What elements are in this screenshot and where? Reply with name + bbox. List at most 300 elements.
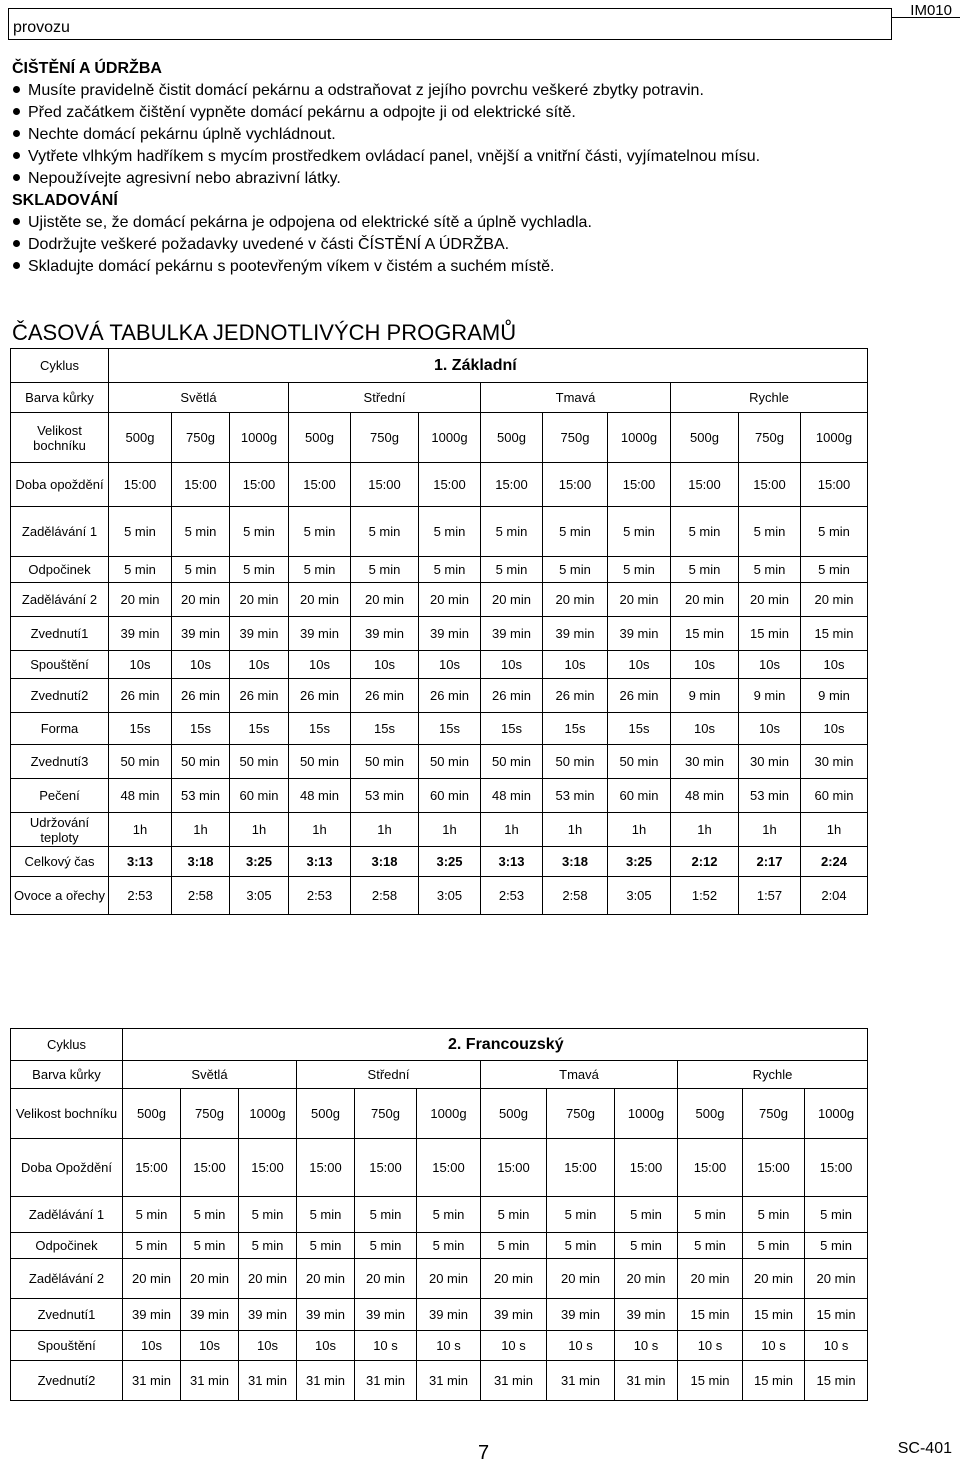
table-cell: 3:25 bbox=[230, 847, 289, 877]
table-cell: 48 min bbox=[289, 779, 351, 813]
table-cell: 53 min bbox=[351, 779, 419, 813]
table-cell: 39 min bbox=[230, 617, 289, 651]
table-cell: 5 min bbox=[481, 1197, 547, 1233]
table-row bbox=[11, 413, 868, 463]
table-cell: 10s bbox=[123, 1331, 181, 1361]
table-cell: 10 s bbox=[743, 1331, 805, 1361]
table-cell: 15s bbox=[351, 713, 419, 745]
table-cell: 26 min bbox=[481, 679, 543, 713]
table-cell: 5 min bbox=[181, 1233, 239, 1259]
table-cell: 31 min bbox=[239, 1361, 297, 1401]
table-cell: 15:00 bbox=[109, 463, 172, 507]
table-cell: 15:00 bbox=[289, 463, 351, 507]
table-cell: 15:00 bbox=[671, 463, 739, 507]
row-label: Zvednutí3 bbox=[11, 745, 109, 779]
table-row bbox=[11, 1233, 868, 1259]
table-cell: 3:05 bbox=[419, 877, 481, 915]
bullet-icon bbox=[13, 174, 20, 181]
row-label: Forma bbox=[11, 713, 109, 745]
bullet-icon bbox=[13, 262, 20, 269]
table-row bbox=[11, 1361, 868, 1401]
table-row bbox=[11, 1299, 868, 1331]
table-cell: 5 min bbox=[297, 1197, 355, 1233]
table-cell: 500g bbox=[289, 413, 351, 463]
table-cell: 31 min bbox=[417, 1361, 481, 1401]
table-cell: 10s bbox=[289, 651, 351, 679]
table-cell: 5 min bbox=[172, 507, 230, 557]
table-cell: 20 min bbox=[671, 583, 739, 617]
table-cell: 5 min bbox=[678, 1233, 743, 1259]
table-cell: 10s bbox=[671, 651, 739, 679]
table-cell: 1h bbox=[351, 813, 419, 847]
table-cell: 1h bbox=[289, 813, 351, 847]
table-cell: 1h bbox=[419, 813, 481, 847]
table-cell: 39 min bbox=[481, 1299, 547, 1331]
crust-header: Světlá bbox=[123, 1061, 297, 1089]
table-cell: 5 min bbox=[239, 1233, 297, 1259]
table-cell: 15:00 bbox=[801, 463, 868, 507]
table-cell: 10s bbox=[419, 651, 481, 679]
table-cell: 5 min bbox=[109, 507, 172, 557]
table-cell: 39 min bbox=[608, 617, 671, 651]
table-cell: 3:13 bbox=[109, 847, 172, 877]
table-cell: 60 min bbox=[608, 779, 671, 813]
table-cell: 60 min bbox=[230, 779, 289, 813]
table-cell: 1000g bbox=[419, 413, 481, 463]
table-cell: 20 min bbox=[481, 1259, 547, 1299]
table-cell: 3:18 bbox=[172, 847, 230, 877]
table-cell: 10 s bbox=[547, 1331, 615, 1361]
table-cell: 5 min bbox=[123, 1197, 181, 1233]
table-cell: 5 min bbox=[615, 1197, 678, 1233]
table-cell: 31 min bbox=[481, 1361, 547, 1401]
table-cell: 60 min bbox=[419, 779, 481, 813]
table-cell: 50 min bbox=[172, 745, 230, 779]
table-cell: 2:17 bbox=[739, 847, 801, 877]
cleaning-item: Nechte domácí pekárnu úplně vychládnout. bbox=[12, 126, 336, 144]
table-cell: 50 min bbox=[351, 745, 419, 779]
table-cell: 5 min bbox=[351, 557, 419, 583]
table-cell: 15:00 bbox=[615, 1139, 678, 1197]
table-cell: 9 min bbox=[671, 679, 739, 713]
table-cell: 10 s bbox=[615, 1331, 678, 1361]
table-cell: 39 min bbox=[419, 617, 481, 651]
table-cell: 15:00 bbox=[239, 1139, 297, 1197]
table-cell: 10 s bbox=[678, 1331, 743, 1361]
table-cell: 15 min bbox=[739, 617, 801, 651]
table-row bbox=[11, 651, 868, 679]
table-cell: 750g bbox=[351, 413, 419, 463]
table-cell: 5 min bbox=[805, 1233, 868, 1259]
row-label: Zadělávání 1 bbox=[11, 507, 109, 557]
table-cell: 15:00 bbox=[419, 463, 481, 507]
table-cell: 20 min bbox=[419, 583, 481, 617]
table-cell: 10s bbox=[181, 1331, 239, 1361]
crust-header: Rychle bbox=[678, 1061, 868, 1089]
bullet-icon bbox=[13, 86, 20, 93]
crust-label: Barva kůrky bbox=[11, 383, 109, 413]
table-cell: 39 min bbox=[417, 1299, 481, 1331]
table-cell: 500g bbox=[678, 1089, 743, 1139]
table-cell: 15:00 bbox=[547, 1139, 615, 1197]
table-cell: 20 min bbox=[743, 1259, 805, 1299]
table-cell: 5 min bbox=[608, 507, 671, 557]
row-label: Zadělávání 2 bbox=[11, 583, 109, 617]
table-cell: 5 min bbox=[615, 1233, 678, 1259]
table-cell: 15s bbox=[172, 713, 230, 745]
table-cell: 10s bbox=[608, 651, 671, 679]
table-cell: 5 min bbox=[671, 557, 739, 583]
table-cell: 10s bbox=[739, 651, 801, 679]
table-cell: 5 min bbox=[419, 507, 481, 557]
row-label: Velikost bochníku bbox=[11, 413, 109, 463]
cycle-row bbox=[11, 1029, 868, 1061]
table-cell: 15:00 bbox=[743, 1139, 805, 1197]
table-cell: 9 min bbox=[801, 679, 868, 713]
table-cell: 1000g bbox=[615, 1089, 678, 1139]
table-cell: 50 min bbox=[230, 745, 289, 779]
table-cell: 750g bbox=[172, 413, 230, 463]
table-cell: 15s bbox=[230, 713, 289, 745]
table-cell: 39 min bbox=[297, 1299, 355, 1331]
table-cell: 50 min bbox=[481, 745, 543, 779]
table-row bbox=[11, 557, 868, 583]
table-cell: 750g bbox=[181, 1089, 239, 1139]
table-cell: 1h bbox=[739, 813, 801, 847]
table-cell: 1000g bbox=[608, 413, 671, 463]
table-cell: 53 min bbox=[739, 779, 801, 813]
table-cell: 5 min bbox=[172, 557, 230, 583]
table-cell: 15s bbox=[543, 713, 608, 745]
table-cell: 2:53 bbox=[109, 877, 172, 915]
table-row bbox=[11, 583, 868, 617]
table-cell: 15:00 bbox=[351, 463, 419, 507]
row-label: Doba opoždění bbox=[11, 463, 109, 507]
table-row bbox=[11, 847, 868, 877]
table-cell: 15 min bbox=[743, 1299, 805, 1331]
table-cell: 15 min bbox=[678, 1361, 743, 1401]
table-cell: 9 min bbox=[739, 679, 801, 713]
bullet-icon bbox=[13, 130, 20, 137]
table-cell: 2:04 bbox=[801, 877, 868, 915]
table-cell: 39 min bbox=[481, 617, 543, 651]
table-cell: 15:00 bbox=[678, 1139, 743, 1197]
table-cell: 20 min bbox=[417, 1259, 481, 1299]
table-cell: 3:25 bbox=[608, 847, 671, 877]
crust-header: Střední bbox=[297, 1061, 481, 1089]
table-cell: 3:05 bbox=[230, 877, 289, 915]
table-cell: 10s bbox=[230, 651, 289, 679]
row-label: Pečení bbox=[11, 779, 109, 813]
table-cell: 48 min bbox=[671, 779, 739, 813]
table-cell: 39 min bbox=[172, 617, 230, 651]
table-cell: 20 min bbox=[481, 583, 543, 617]
table-cell: 50 min bbox=[608, 745, 671, 779]
table-cell: 15s bbox=[289, 713, 351, 745]
table-cell: 5 min bbox=[805, 1197, 868, 1233]
table-cell: 39 min bbox=[123, 1299, 181, 1331]
table-cell: 10s bbox=[739, 713, 801, 745]
table-cell: 10s bbox=[543, 651, 608, 679]
table-cell: 53 min bbox=[543, 779, 608, 813]
bullet-icon bbox=[13, 108, 20, 115]
table-cell: 20 min bbox=[739, 583, 801, 617]
table-cell: 20 min bbox=[547, 1259, 615, 1299]
table-cell: 5 min bbox=[417, 1233, 481, 1259]
table-cell: 31 min bbox=[615, 1361, 678, 1401]
table-cell: 5 min bbox=[481, 557, 543, 583]
table-cell: 2:53 bbox=[289, 877, 351, 915]
row-label: Doba Opoždění bbox=[11, 1139, 123, 1197]
row-label: Celkový čas bbox=[11, 847, 109, 877]
table-cell: 2:53 bbox=[481, 877, 543, 915]
table-cell: 10s bbox=[801, 713, 868, 745]
row-label: Zvednutí2 bbox=[11, 679, 109, 713]
table-cell: 5 min bbox=[801, 507, 868, 557]
crust-header: Střední bbox=[289, 383, 481, 413]
table-cell: 10 s bbox=[805, 1331, 868, 1361]
row-label: Velikost bochníku bbox=[11, 1089, 123, 1139]
row-label: Zvednutí2 bbox=[11, 1361, 123, 1401]
table-cell: 10s bbox=[481, 651, 543, 679]
crust-row bbox=[11, 1061, 868, 1089]
program-table-french bbox=[10, 1028, 868, 1401]
table-cell: 31 min bbox=[355, 1361, 417, 1401]
language-label: provozu bbox=[13, 19, 70, 36]
table-row bbox=[11, 1139, 868, 1197]
table-cell: 31 min bbox=[547, 1361, 615, 1401]
table-cell: 15:00 bbox=[481, 463, 543, 507]
table-cell: 20 min bbox=[181, 1259, 239, 1299]
table-cell: 2:12 bbox=[671, 847, 739, 877]
table-cell: 20 min bbox=[615, 1259, 678, 1299]
table-cell: 10s bbox=[297, 1331, 355, 1361]
table-cell: 20 min bbox=[801, 583, 868, 617]
table-cell: 48 min bbox=[109, 779, 172, 813]
table-cell: 5 min bbox=[239, 1197, 297, 1233]
table-cell: 15:00 bbox=[481, 1139, 547, 1197]
table-cell: 5 min bbox=[297, 1233, 355, 1259]
table-cell: 20 min bbox=[109, 583, 172, 617]
table-cell: 20 min bbox=[355, 1259, 417, 1299]
table-cell: 1000g bbox=[805, 1089, 868, 1139]
program-table-basic bbox=[10, 348, 868, 915]
row-label: Spouštění bbox=[11, 651, 109, 679]
table-cell: 39 min bbox=[351, 617, 419, 651]
table-row bbox=[11, 1089, 868, 1139]
table-cell: 15:00 bbox=[805, 1139, 868, 1197]
table-cell: 1h bbox=[172, 813, 230, 847]
table-cell: 15:00 bbox=[417, 1139, 481, 1197]
table-cell: 39 min bbox=[355, 1299, 417, 1331]
table-cell: 39 min bbox=[615, 1299, 678, 1331]
table-cell: 10s bbox=[172, 651, 230, 679]
table-cell: 5 min bbox=[417, 1197, 481, 1233]
table-cell: 3:18 bbox=[351, 847, 419, 877]
table-cell: 20 min bbox=[805, 1259, 868, 1299]
table-cell: 1000g bbox=[239, 1089, 297, 1139]
row-label: Ovoce a ořechy bbox=[11, 877, 109, 915]
table-cell: 1000g bbox=[230, 413, 289, 463]
header-rule bbox=[892, 17, 960, 18]
table-row bbox=[11, 779, 868, 813]
table-cell: 1h bbox=[801, 813, 868, 847]
table-title: ČASOVÁ TABULKA JEDNOTLIVÝCH PROGRAMŮ bbox=[12, 320, 517, 345]
table-cell: 1h bbox=[543, 813, 608, 847]
table-cell: 10s bbox=[239, 1331, 297, 1361]
table-row bbox=[11, 1259, 868, 1299]
crust-row bbox=[11, 383, 868, 413]
table-cell: 15s bbox=[608, 713, 671, 745]
table-cell: 26 min bbox=[289, 679, 351, 713]
table-cell: 5 min bbox=[743, 1197, 805, 1233]
bullet-icon bbox=[13, 152, 20, 159]
table-cell: 20 min bbox=[543, 583, 608, 617]
table-cell: 15s bbox=[109, 713, 172, 745]
crust-label: Barva kůrky bbox=[11, 1061, 123, 1089]
table-cell: 5 min bbox=[289, 507, 351, 557]
table-cell: 15:00 bbox=[355, 1139, 417, 1197]
table-row bbox=[11, 463, 868, 507]
table-cell: 5 min bbox=[123, 1233, 181, 1259]
storage-heading: SKLADOVÁNÍ bbox=[12, 192, 118, 209]
table-cell: 26 min bbox=[608, 679, 671, 713]
table-cell: 5 min bbox=[481, 507, 543, 557]
table-cell: 2:58 bbox=[351, 877, 419, 915]
table-cell: 31 min bbox=[123, 1361, 181, 1401]
cycle-name: 2. Francouzský bbox=[123, 1029, 868, 1061]
table-cell: 1h bbox=[230, 813, 289, 847]
table-cell: 750g bbox=[355, 1089, 417, 1139]
table-cell: 31 min bbox=[297, 1361, 355, 1401]
table-cell: 10s bbox=[351, 651, 419, 679]
table-cell: 20 min bbox=[678, 1259, 743, 1299]
page-number: 7 bbox=[478, 1442, 490, 1463]
cycle-label: Cyklus bbox=[11, 349, 109, 383]
table-cell: 15 min bbox=[678, 1299, 743, 1331]
table-cell: 1:57 bbox=[739, 877, 801, 915]
table-cell: 750g bbox=[739, 413, 801, 463]
table-cell: 20 min bbox=[239, 1259, 297, 1299]
table-cell: 15:00 bbox=[181, 1139, 239, 1197]
table-cell: 20 min bbox=[123, 1259, 181, 1299]
table-cell: 26 min bbox=[351, 679, 419, 713]
table-cell: 5 min bbox=[230, 507, 289, 557]
row-label: Zvednutí1 bbox=[11, 617, 109, 651]
table-cell: 1h bbox=[671, 813, 739, 847]
table-cell: 15:00 bbox=[123, 1139, 181, 1197]
table-cell: 750g bbox=[547, 1089, 615, 1139]
table-cell: 5 min bbox=[543, 557, 608, 583]
table-row bbox=[11, 877, 868, 915]
table-row bbox=[11, 813, 868, 847]
table-cell: 5 min bbox=[351, 507, 419, 557]
table-cell: 26 min bbox=[230, 679, 289, 713]
table-cell: 750g bbox=[743, 1089, 805, 1139]
table-cell: 1h bbox=[608, 813, 671, 847]
cleaning-item: Nepoužívejte agresivní nebo abrazivní látky. bbox=[12, 170, 341, 188]
table-cell: 15 min bbox=[805, 1361, 868, 1401]
crust-header: Tmavá bbox=[481, 383, 671, 413]
table-cell: 5 min bbox=[109, 557, 172, 583]
table-cell: 2:24 bbox=[801, 847, 868, 877]
cleaning-item: Vytřete vlhkým hadříkem s mycím prostředkem ovládací panel, vnější a vnitřní části, vyjímatelnou mísu. bbox=[12, 148, 760, 166]
table-cell: 5 min bbox=[355, 1233, 417, 1259]
table-cell: 20 min bbox=[608, 583, 671, 617]
table-cell: 15s bbox=[419, 713, 481, 745]
row-label: Odpočinek bbox=[11, 557, 109, 583]
table-cell: 20 min bbox=[351, 583, 419, 617]
table-cell: 50 min bbox=[289, 745, 351, 779]
table-cell: 500g bbox=[109, 413, 172, 463]
bullet-icon bbox=[13, 240, 20, 247]
crust-header: Tmavá bbox=[481, 1061, 678, 1089]
storage-item: Ujistěte se, že domácí pekárna je odpojena od elektrické sítě a úplně vychladla. bbox=[12, 214, 592, 232]
table-cell: 1h bbox=[109, 813, 172, 847]
table-cell: 5 min bbox=[481, 1233, 547, 1259]
table-row bbox=[11, 1197, 868, 1233]
table-cell: 5 min bbox=[355, 1197, 417, 1233]
table-cell: 1h bbox=[481, 813, 543, 847]
table-cell: 15:00 bbox=[608, 463, 671, 507]
table-cell: 10s bbox=[671, 713, 739, 745]
table-cell: 5 min bbox=[743, 1233, 805, 1259]
table-cell: 30 min bbox=[739, 745, 801, 779]
row-label: Zadělávání 2 bbox=[11, 1259, 123, 1299]
table-row bbox=[11, 507, 868, 557]
table-cell: 5 min bbox=[801, 557, 868, 583]
table-cell: 500g bbox=[671, 413, 739, 463]
table-cell: 20 min bbox=[230, 583, 289, 617]
table-cell: 15s bbox=[481, 713, 543, 745]
table-cell: 1000g bbox=[417, 1089, 481, 1139]
table-cell: 15 min bbox=[801, 617, 868, 651]
table-cell: 30 min bbox=[671, 745, 739, 779]
table-cell: 50 min bbox=[109, 745, 172, 779]
row-label: Zadělávání 1 bbox=[11, 1197, 123, 1233]
row-label: Odpočinek bbox=[11, 1233, 123, 1259]
cleaning-item: Před začátkem čištění vypněte domácí pekárnu a odpojte ji od elektrické sítě. bbox=[12, 104, 576, 122]
cycle-name: 1. Základní bbox=[109, 349, 868, 383]
table-cell: 20 min bbox=[289, 583, 351, 617]
table-cell: 15 min bbox=[805, 1299, 868, 1331]
table-cell: 15:00 bbox=[297, 1139, 355, 1197]
language-box bbox=[8, 8, 892, 40]
cycle-row bbox=[11, 349, 868, 383]
table-cell: 5 min bbox=[739, 557, 801, 583]
table-cell: 3:05 bbox=[608, 877, 671, 915]
table-cell: 2:58 bbox=[172, 877, 230, 915]
document-code: SC-401 bbox=[897, 1440, 952, 1457]
table-cell: 10s bbox=[109, 651, 172, 679]
table-cell: 30 min bbox=[801, 745, 868, 779]
table-row bbox=[11, 617, 868, 651]
table-cell: 5 min bbox=[230, 557, 289, 583]
table-cell: 15:00 bbox=[172, 463, 230, 507]
table-cell: 10 s bbox=[355, 1331, 417, 1361]
table-cell: 3:13 bbox=[289, 847, 351, 877]
table-cell: 5 min bbox=[543, 507, 608, 557]
crust-header: Rychle bbox=[671, 383, 868, 413]
table-cell: 3:13 bbox=[481, 847, 543, 877]
cleaning-item: Musíte pravidelně čistit domácí pekárnu a odstraňovat z jejího povrchu veškeré zbytky potravin. bbox=[12, 82, 704, 100]
table-cell: 3:18 bbox=[543, 847, 608, 877]
table-cell: 750g bbox=[543, 413, 608, 463]
table-cell: 39 min bbox=[543, 617, 608, 651]
cleaning-heading: ČIŠTĚNÍ A ÚDRŽBA bbox=[12, 60, 162, 77]
bullet-icon bbox=[13, 218, 20, 225]
table-cell: 20 min bbox=[172, 583, 230, 617]
